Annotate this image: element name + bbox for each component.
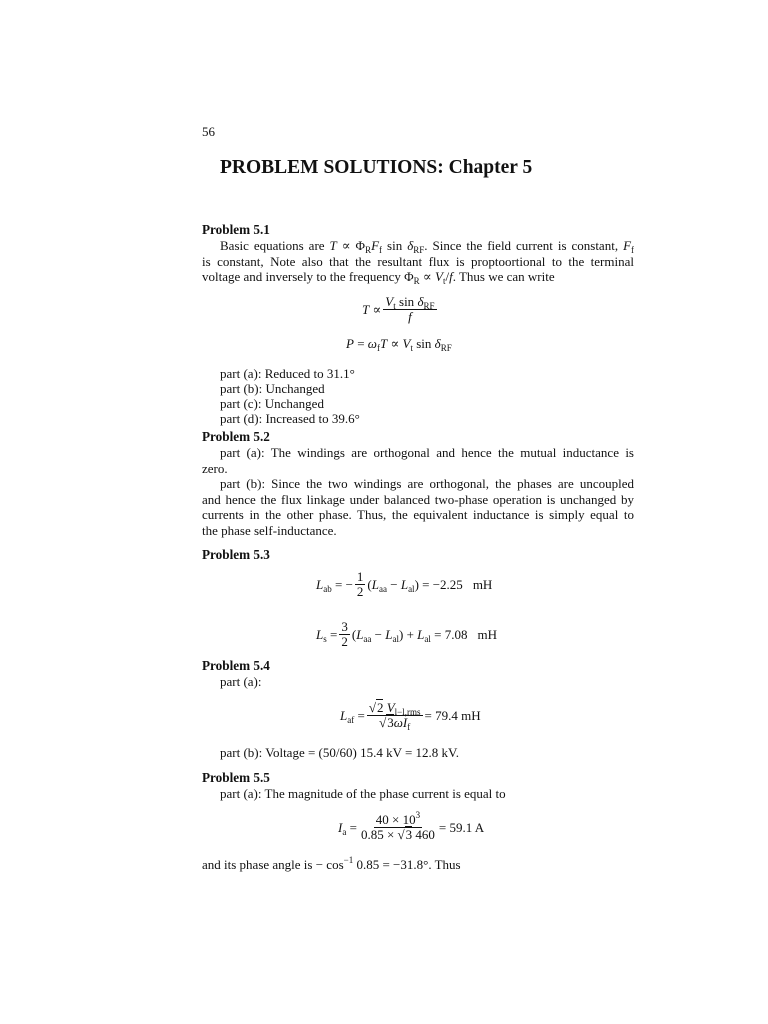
problem-heading: Problem 5.4 (202, 658, 270, 673)
text-line: the phase self-inductance. (202, 522, 337, 538)
equation: $L_{af}$ = $\frac{√2 V_{l-l,rms}}{√3\omega I_f}$ = 79.4 mH (340, 700, 481, 732)
problem-text (202, 445, 634, 539)
problem-heading: Problem 5.5 (202, 770, 270, 785)
text-line: is constant, Note also that the resultant flux is proptoortional to the terminal (202, 253, 634, 269)
text-line: part (a): The windings are orthogonal and hence the mutual inductance is (220, 445, 634, 460)
problem-heading: Problem 5.2 (202, 429, 270, 444)
problem-heading: Problem 5.3 (202, 547, 270, 562)
equation: $P = \omega_fT \propto V_t$ $\sin \delta_{RF}$ (346, 336, 452, 353)
text-line: Basic equations are $T \propto \Phi_RF_f$ $\sin \delta_{RF}$. Since the field current is constant, $F_f$ (220, 238, 635, 255)
page-title: PROBLEM SOLUTIONS: Chapter 5 (220, 157, 533, 178)
part-answer: part (a): Reduced to 31.1° (220, 366, 355, 381)
equation: $L_s$ = $\frac{3}{2}$ $(L_{aa} - L_{al}) + L_{al} = 7.08$ mH (316, 619, 497, 649)
text-line: currents in the other phase. Thus, the equivalent inductance is simply equal to (202, 507, 634, 523)
part-answer: part (c): Unchanged (220, 396, 324, 411)
problem-text (202, 238, 634, 285)
text-line: and hence the flux linkage under balanced two-phase operation is unchanged by (202, 491, 634, 507)
part-answer: part (d): Increased to 39.6° (220, 411, 360, 426)
part-answer: part (a): (220, 674, 262, 689)
part-answer: part (a): The magnitude of the phase current is equal to (220, 786, 506, 801)
part-answer: part (b): Unchanged (220, 381, 325, 396)
equation: $I_a$ = $\frac{40 \times 10^3}{0.85 \times √3 460}$ = 59.1 A (338, 810, 485, 842)
text-line: zero. (202, 460, 228, 476)
text-line: voltage and inversely to the frequency $\Phi_R \propto V_t/f$. Thus we can write (202, 269, 555, 287)
text-line: part (b): Since the two windings are orthogonal, the phases are uncoupled (220, 476, 634, 492)
equation: T ∝ $\frac{V_t \sin \delta_{RF}}{f}$ (362, 294, 435, 324)
part-answer: part (b): Voltage = (50/60) 15.4 kV = 12.8 kV. (220, 745, 460, 760)
equation: $L_{ab}$ = − $\frac{1}{2}$ $(L_{aa} - L_{al}) = -2.25$ mH (316, 569, 493, 599)
text-line: and its phase angle is − $\cos^{-1} 0.85 = -31.8^\circ$. Thus (202, 855, 461, 872)
problem-heading: Problem 5.1 (202, 222, 270, 237)
page-number: 56 (202, 124, 215, 139)
